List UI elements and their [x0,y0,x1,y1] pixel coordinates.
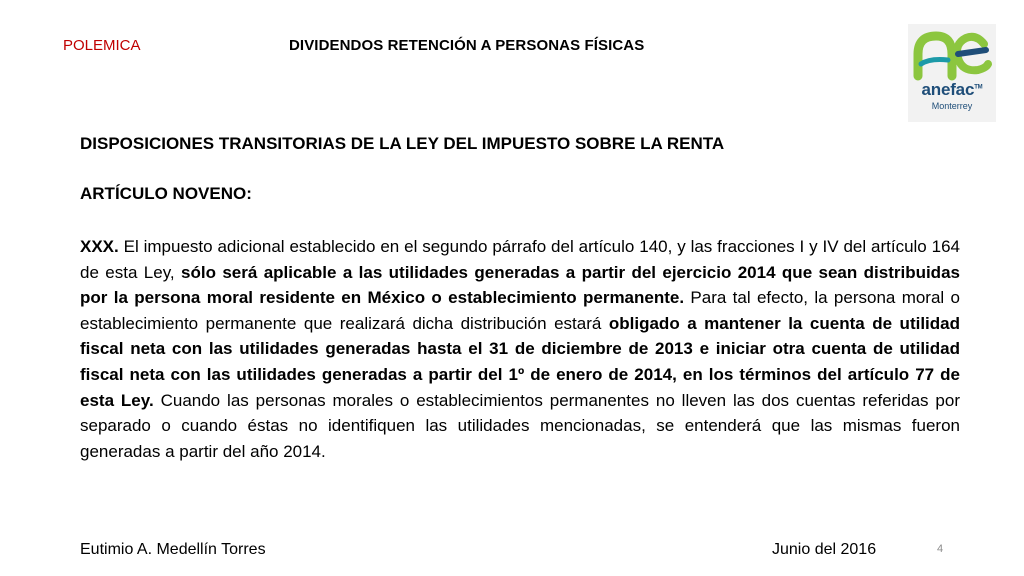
paragraph-text-3: Cuando las personas morales o establecimientos permanentes no lleven las dos cuentas referidas por separado o cuando éstas no identifiquen las utilidades mencionadas, se entenderá que las mismas fueron generadas a partir del año 2014. [80,390,960,461]
footer-date: Junio del 2016 [772,541,877,558]
paragraph-bold-2: obligado a mantener la cuenta de utilidad fiscal neta con las utilidades generadas hasta el 31 de diciembre de 2013 e iniciar otra cuenta de utilidad fiscal neta con las utilidades generadas a partir del 1º de enero de 2014, en los términos del artículo 77 de esta Ley. [80,313,960,410]
article-title: ARTÍCULO NOVENO: [80,184,252,203]
logo-city: Monterrey [931,101,973,111]
logo-wordmark [908,80,996,100]
paragraph-bold-1: sólo será aplicable a las utilidades generadas a partir del ejercicio 2014 que sean distribuidas por la persona moral residente en México o establecimiento permanente. [80,262,960,308]
section-heading: DISPOSICIONES TRANSITORIAS DE LA LEY DEL IMPUESTO SOBRE LA RENTA [80,134,725,153]
paragraph-text-2: Para tal efecto, la persona moral o establecimiento permanente que realizará dicha distribución estará [80,288,960,333]
article-paragraph [80,234,960,464]
paragraph-text-1: El impuesto adicional establecido en el segundo párrafo del artículo 140, y las fracciones I y IV del artículo 164 de esta Ley, [80,237,960,282]
fraction-label: XXX. [80,237,119,256]
header-label: POLEMICA [63,37,141,54]
anefac-logo-mark-icon [908,24,996,82]
anefac-logo [908,24,996,122]
footer-author: Eutimio A. Medellín Torres [80,541,266,558]
logo-name-text: anefac [921,80,975,99]
slide-title: DIVIDENDOS RETENCIÓN A PERSONAS FÍSICAS [289,37,645,54]
logo-trademark: TM [974,84,983,91]
page-number: 4 [937,543,944,555]
